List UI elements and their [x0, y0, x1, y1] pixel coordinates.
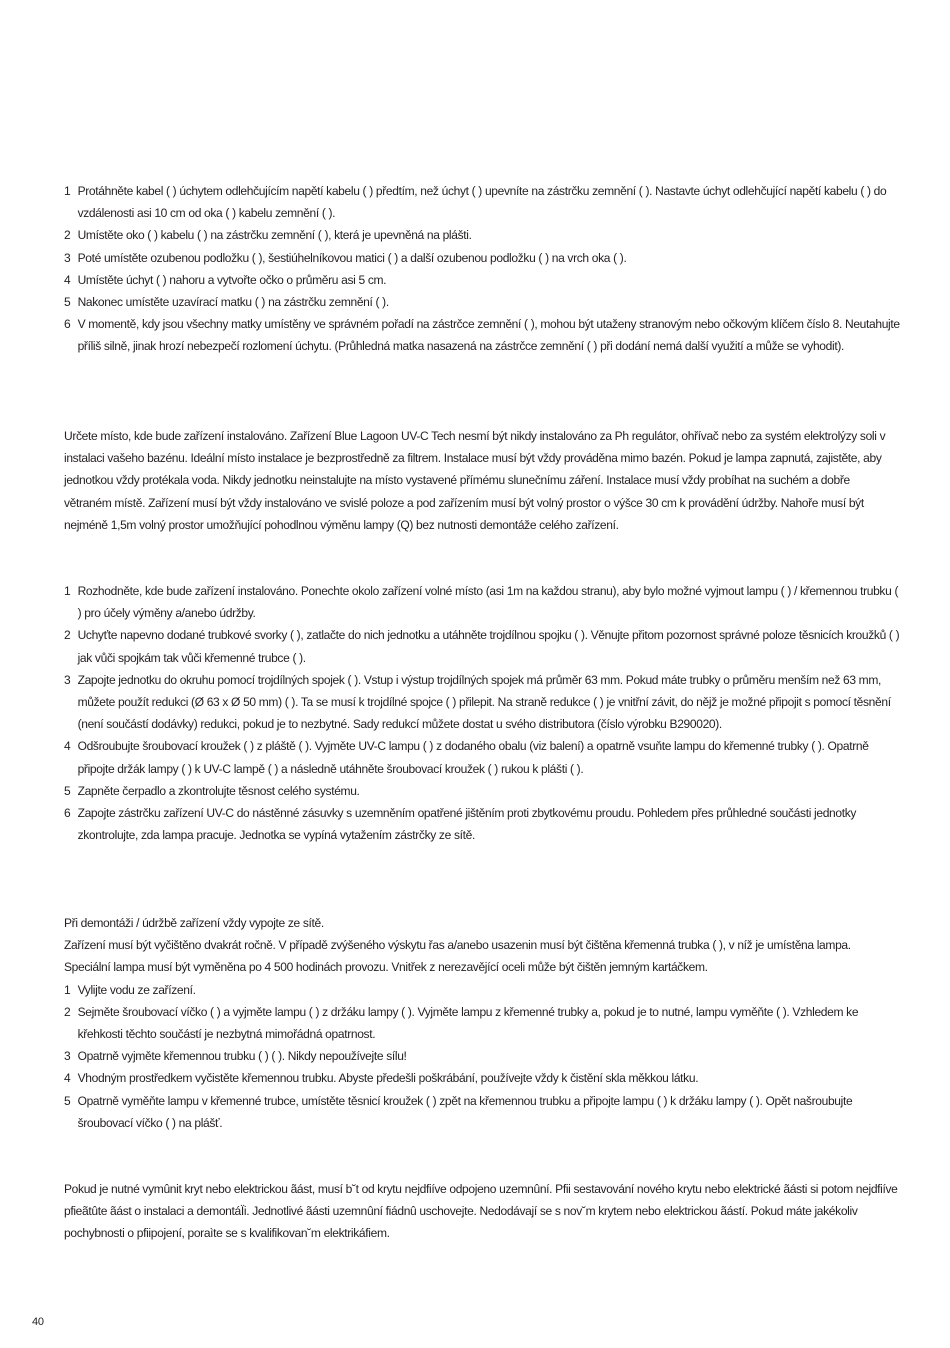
list-item-number: 4	[64, 739, 71, 754]
list-item-number: 4	[64, 272, 71, 287]
list-item-text: V momentě, kdy jsou všechny matky umístěny ve správném pořadí na zástrčce zemnění ( ), mohou být utaženy stranovým nebo očkovým klíčem číslo 8. Neutahujte příliš silně, jinak hrozí nebezpečí rozlomení úchytu. (Průhledná matka nasazená na zástrčce zemnění ( ) při dodání nemá další využití a může se vyhodit).	[77, 317, 900, 354]
list-item-text: Rozhodněte, kde bude zařízení instalováno. Ponechte okolo zařízení volné místo (asi 1m na každou stranu), aby bylo možné vyjmout lampu ( ) / křemennou trubku ( ) pro účely výměny a/anebo údržby.	[77, 584, 899, 621]
list-item-text: Uchyťte napevno dodané trubkové svorky ( ), zatlačte do nich jednotku a utáhněte trojdílnou spojku ( ). Věnujte přitom pozornost správné poloze těsnicích kroužků ( ) jak vůči spojkám tak vůči křemenné trubce ( ).	[77, 628, 900, 665]
list-item	[64, 291, 902, 313]
list-item	[64, 735, 902, 779]
list-item-number: 1	[64, 982, 71, 997]
list-item-text: Sejměte šroubovací víčko ( ) a vyjměte lampu ( ) z držáku lampy ( ). Vyjměte lampu z křemenné trubky a, pokud je to nutné, lampu vyměňte ( ). Vzhledem ke křehkosti těchto součástí je nezbytná mimořádná opatrnost.	[77, 1004, 859, 1042]
list-item	[64, 313, 902, 357]
location-paragraph: Určete místo, kde bude zařízení instalováno. Zařízení Blue Lagoon UV-C Tech nesmí být nikdy instalováno za Ph regulátor, ohřívač nebo za systém elektrolýzy soli v instalaci vašeho bazénu. Ideální místo instalace je bezprostředně za filtrem. Instalace musí být vždy prováděna mimo bazén. Pokud je lampa zapnutá, zajistěte, aby jednotkou vždy protékala voda. Nikdy jednotku neinstalujte na místo vystavené přímému slunečnímu záření. Instalace musí vždy probíhat na suchém a dobře větraném místě. Zařízení musí být vždy instalováno ve svislé poloze a pod zařízením musí být volný prostor o výšce 30 cm k provádění údržby. Nahoře musí být nejméně 1,5m volný prostor umožňující pohodlnou výměnu lampy (Q) bez nutnosti demontáže celého zařízení.	[64, 429, 886, 532]
list-item-number: 2	[64, 1004, 71, 1019]
installation-steps-list	[64, 580, 898, 846]
list-item-number: 3	[64, 1049, 71, 1064]
list-item-text: Opatrně vyměňte lampu v křemenné trubce, umístěte těsnicí kroužek ( ) zpět na křemennou trubku a připojte lampu ( ) k držáku lampy ( ). Opět našroubujte šroubovací víčko ( ) na plášť.	[77, 1093, 853, 1130]
list-item	[64, 669, 902, 736]
list-item	[64, 1067, 902, 1089]
list-item-number: 1	[64, 584, 71, 598]
list-item	[64, 1001, 902, 1045]
location-paragraph-block	[64, 425, 898, 536]
list-item-number: 3	[64, 250, 71, 265]
maintenance-intro-line1: Při demontáži / údržbě zařízení vždy vypojte ze sítě.	[64, 916, 324, 930]
list-item-text: Umístěte oko ( ) kabelu ( ) na zástrčku zemnění ( ), která je upevněná na plášti.	[77, 228, 472, 243]
list-item	[64, 224, 902, 246]
page-number: 40	[32, 1316, 44, 1328]
list-item-text: Protáhněte kabel ( ) úchytem odlehčujícím napětí kabelu ( ) předtím, než úchyt ( ) upevníte na zástrčku zemnění ( ). Nastavte úchyt odlehčující napětí kabelu ( ) do vzdálenosti asi 10 cm od oka ( ) kabelu zemnění ( ).	[77, 184, 887, 221]
list-item-number: 2	[64, 628, 71, 643]
list-item	[64, 247, 902, 269]
list-item-text: Zapojte zástrčku zařízení UV-C do nástěnné zásuvky s uzemněním opatřené jištěním proti zbytkovému proudu. Pohledem přes průhledné součásti jednotky zkontrolujte, zda lampa pracuje. Jednotka se vypíná vytažením zástrčky ze sítě.	[77, 806, 857, 843]
list-item	[64, 780, 902, 802]
maintenance-block	[64, 912, 898, 1134]
list-item-number: 3	[64, 672, 71, 687]
grounding-steps-list	[64, 180, 898, 358]
list-item-text: Nakonec umístěte uzavírací matku ( ) na zástrčku zemnění ( ).	[77, 295, 389, 310]
list-item-text: Vylijte vodu ze zařízení.	[77, 982, 196, 997]
list-item	[64, 979, 902, 1001]
list-item-text: Poté umístěte ozubenou podložku ( ), šestiúhelníkovou matici ( ) a další ozubenou podložku ( ) na vrch oka ( ).	[77, 250, 627, 265]
list-item	[64, 802, 902, 846]
list-item-number: 6	[64, 806, 71, 821]
list-item	[64, 1045, 902, 1067]
maintenance-intro-line2: Zařízení musí být vyčištěno dvakrát ročně. V případě zvýšeného výskytu řas a/anebo usazenin musí být čištěna křemenná trubka ( ), v níž je umístěna lampa. Speciální lampa musí být vyměněna po 4 500 hodinách provozu. Vnitřek z nerezavějící oceli může být čištěn jemným kartáčkem.	[64, 938, 851, 975]
list-item-text: Umístěte úchyt ( ) nahoru a vytvořte očko o průměru asi 5 cm.	[77, 272, 387, 287]
list-item-number: 4	[64, 1071, 71, 1086]
list-item	[64, 1090, 902, 1134]
list-item-text: Zapojte jednotku do okruhu pomocí trojdílných spojek ( ). Vstup i výstup trojdílných spojek má průměr 63 mm. Pokud máte trubky o průměru menším než 63 mm, můžete použít redukci (Ø 63 x Ø 50 mm) ( ). Ta se musí k trojdílné spojce ( ) přilepit. Na straně redukce ( ) je vnitřní závit, do nějž je možné připojit s pomocí těsnění (není součástí dodávky) redukci, pokud je to nezbytné. Sady redukcí můžete dostat u svého distributora (číslo výrobku B290020).	[77, 672, 891, 732]
list-item	[64, 624, 902, 668]
list-item-text: Opatrně vyjměte křemennou trubku ( ) ( ). Nikdy nepoužívejte sílu!	[77, 1049, 407, 1064]
list-item-text: Zapněte čerpadlo a zkontrolujte těsnost celého systému.	[77, 783, 360, 798]
list-item-number: 5	[64, 295, 71, 310]
replacement-note-paragraph: Pokud je nutné vymûnit kryt nebo elektrickou ãást, musí b˘t od krytu nejdfiíve odpojeno uzemnûní. Pfii sestavování nového krytu nebo elektrické ãásti si potom nejdfiíve pfieãtûte ãást o instalaci a demontáÏi. Jednotlivé ãásti uzemnûní fiádnû uschovejte. Nedodávají se s nov˘m krytem nebo elektrickou ãástí. Pokud máte jakékoliv pochybnosti o pfiipojení, poraìte se s kvalifikovan˘m elektrikáfiem.	[64, 1182, 898, 1241]
list-item	[64, 580, 902, 624]
list-item-number: 1	[64, 184, 71, 198]
list-item-text: Vhodným prostředkem vyčistěte křemennou trubku. Abyste předešli poškrábání, používejte vždy k čistění skla měkkou látku.	[77, 1071, 699, 1086]
list-item-text: Odšroubujte šroubovací kroužek ( ) z pláště ( ). Vyjměte UV-C lampu ( ) z dodaného obalu (viz balení) a opatrně vsuňte lampu do křemenné trubky ( ). Opatrně připojte držák lampy ( ) k UV-C lampě ( ) a následně utáhněte šroubovací kroužek ( ) rukou k plášti ( ).	[77, 739, 869, 776]
list-item-number: 5	[64, 783, 71, 798]
list-item	[64, 269, 902, 291]
list-item	[64, 180, 902, 224]
replacement-note-block	[64, 1178, 898, 1245]
list-item-number: 6	[64, 317, 71, 332]
list-item-number: 5	[64, 1093, 71, 1108]
list-item-number: 2	[64, 228, 71, 243]
